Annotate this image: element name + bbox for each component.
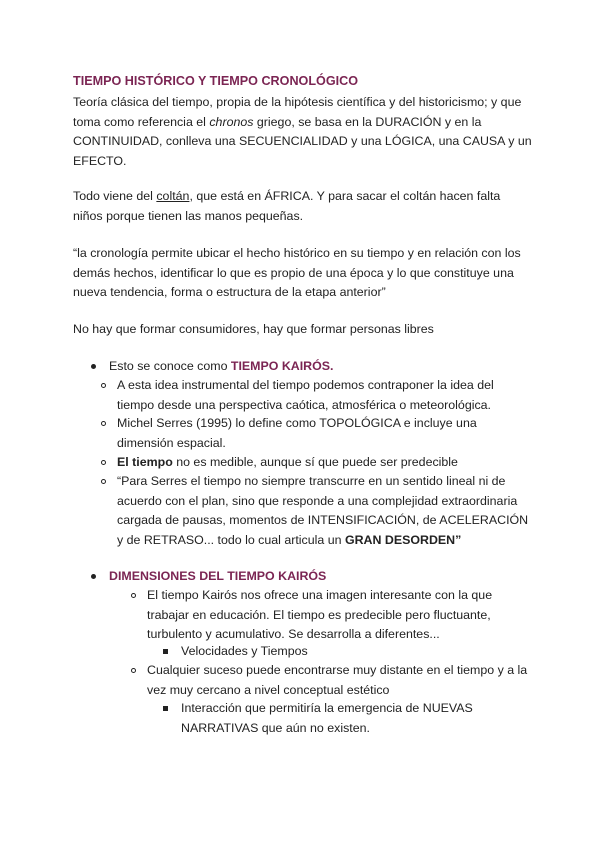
circle-bullet	[101, 479, 106, 484]
chronos-word: chronos	[209, 114, 254, 129]
square-bullet	[163, 649, 168, 654]
sub-sub-narratives: Interacción que permitiría la emergencia de NUEVAS NARRATIVAS que aún no existen.	[181, 701, 473, 735]
intro-paragraph	[73, 93, 533, 171]
coltan-text-end: , que está en ÁFRICA. Y para sacar el coltán hacen falta niños porque tienen las manos pequeñas.	[73, 189, 501, 223]
sub-item-distant: Cualquier suceso puede encontrarse muy distante en el tiempo y a la vez muy cercano a nivel conceptual estético	[147, 663, 528, 697]
bullet-kairos	[109, 357, 549, 377]
kairos-term: TIEMPO KAIRÓS.	[230, 359, 334, 373]
sub-item-education: El tiempo Kairós nos ofrece una imagen interesante con la que trabajar en educación. El tiempo es predecible pero fluctuante, turbulento y acumulativo. Se desarrolla a diferentes...	[147, 588, 493, 641]
coltan-text-start: Todo viene del	[73, 189, 157, 203]
intro-text-end: griego, se basa en la DURACIÓN y en la CONTINUIDAD, conlleva una SECUENCIALIDAD y una LÓGICA, una CAUSA y un EFECTO.	[73, 114, 532, 168]
bullet-dot	[91, 574, 96, 579]
serres-quote-text: “Para Serres el tiempo no siempre transcurre en un sentido lineal ni de acuerdo con el plan, sino que responde a una complejidad extraordinaria cargada de pausas, momentos de INTENSIFICACIÓN, de ACELERACIÓN y de RETRASO... todo lo cual articula un	[117, 474, 529, 547]
gran-desorden: GRAN DESORDEN”	[344, 532, 462, 547]
sub-item-serres-quote	[117, 472, 529, 550]
bullet-dimensions: DIMENSIONES DEL TIEMPO KAIRÓS	[109, 569, 327, 583]
square-bullet	[163, 706, 168, 711]
circle-bullet	[131, 593, 136, 598]
consumers-paragraph: No hay que formar consumidores, hay que formar personas libres	[73, 322, 434, 336]
bullet-kairos-lead: Esto se conoce como	[109, 359, 231, 373]
sub-sub-velocities: Velocidades y Tiempos	[181, 644, 308, 658]
circle-bullet	[131, 668, 136, 673]
intro-text-start: Teoría clásica del tiempo, propia de la hipótesis científica y del historicismo; y que toma como referencia el	[73, 95, 522, 129]
coltan-link[interactable]: coltán	[156, 189, 190, 203]
circle-bullet	[101, 383, 106, 388]
sub-item-chaotic: A esta idea instrumental del tiempo podemos contraponer la idea del tiempo desde una perspectiva caótica, atmosférica o meteorológica.	[117, 378, 494, 412]
page-title: TIEMPO HISTÓRICO Y TIEMPO CRONOLÓGICO	[73, 74, 359, 88]
tiempo-term: El tiempo	[117, 455, 173, 469]
circle-bullet	[101, 421, 106, 426]
sub-item-serres: Michel Serres (1995) lo define como TOPOLÓGICA e incluye una dimensión espacial.	[117, 416, 477, 450]
coltan-paragraph	[73, 187, 533, 226]
bullet-dot	[91, 364, 96, 369]
sub-item-measurable	[117, 453, 529, 473]
measurable-text: no es medible, aunque sí que puede ser predecible	[172, 455, 458, 469]
quote-paragraph: “la cronología permite ubicar el hecho histórico en su tiempo y en relación con los demás hechos, identificar lo que es propio de una época y lo que constituye una nueva tendencia, forma o estructura de la etapa anterior”	[73, 246, 521, 299]
circle-bullet	[101, 460, 106, 465]
